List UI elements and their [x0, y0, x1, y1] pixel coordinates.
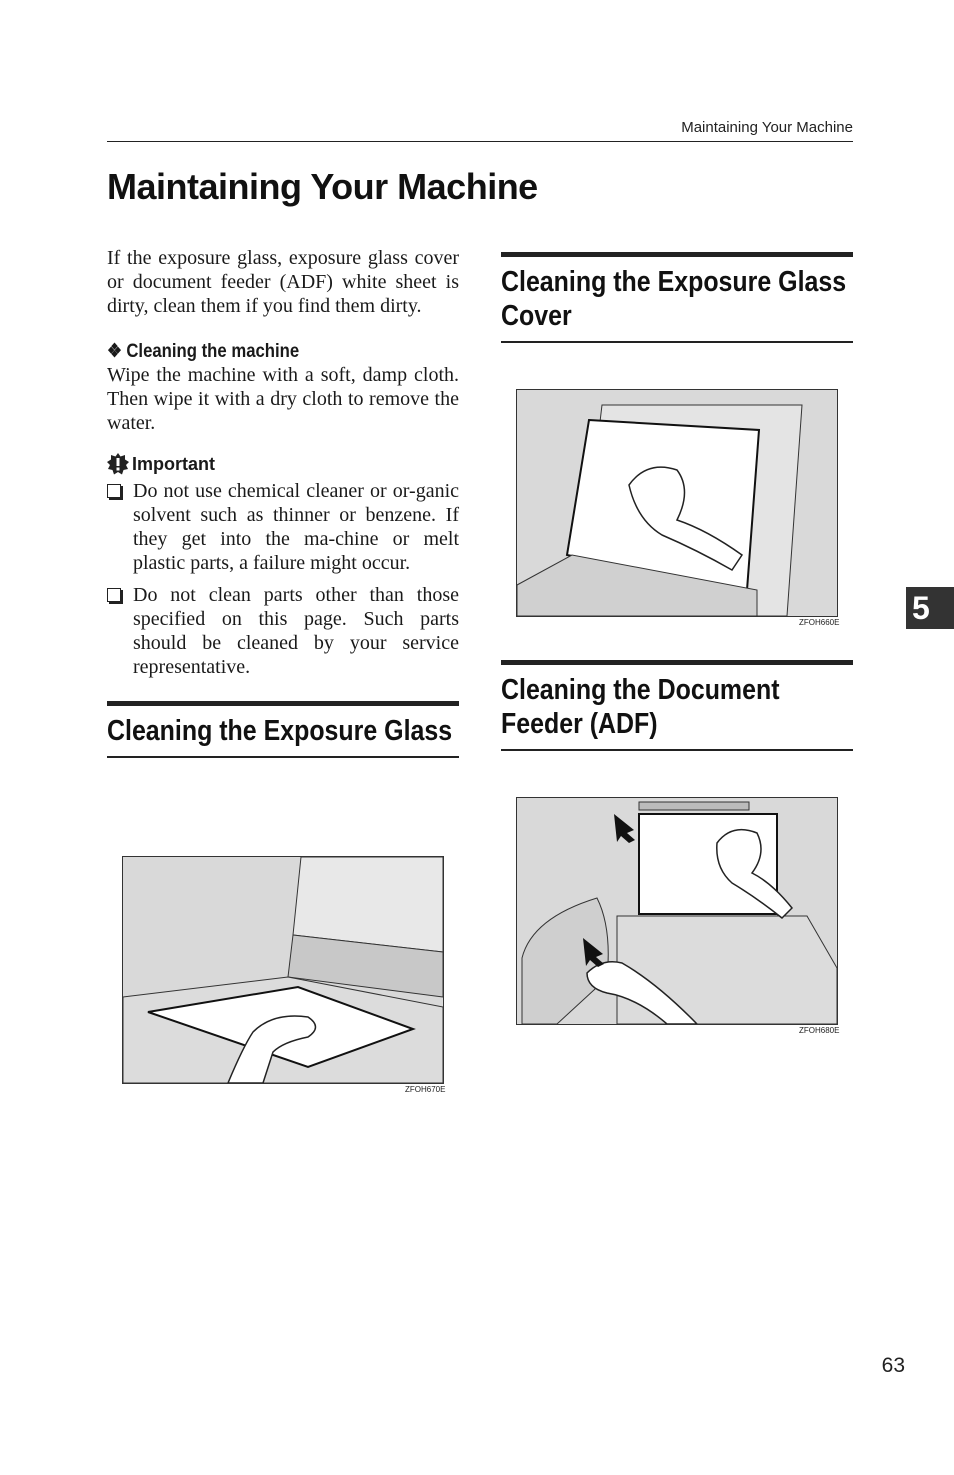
diamond-bullet-icon: ❖	[107, 341, 123, 362]
list-item: Do not use chemical cleaner or or-ganic solvent such as thinner or benzene. If they get into the ma-chine or melt plastic parts, a failure might occur.	[107, 479, 459, 575]
exposure-glass-section-heading: Cleaning the Exposure Glass	[107, 701, 459, 758]
running-header-title: Maintaining Your Machine	[681, 119, 853, 136]
adf-section-heading: Cleaning the Document Feeder (ADF)	[501, 660, 853, 751]
important-heading	[107, 453, 459, 475]
figure-code: ZFOH670E	[405, 1085, 446, 1094]
glass-cover-illustration	[516, 389, 838, 617]
important-list	[107, 479, 459, 679]
exposure-glass-illustration	[122, 856, 444, 1084]
figure-code: ZFOH680E	[799, 1026, 840, 1035]
checkbox-icon	[107, 484, 121, 498]
list-item: Do not clean parts other than those specified on this page. Such parts should be cleaned by your service representative.	[107, 583, 459, 679]
left-column	[107, 246, 459, 758]
cleaning-machine-heading: ❖ Cleaning the machine	[107, 341, 300, 362]
important-icon	[107, 453, 129, 475]
arrow-icon	[614, 814, 635, 843]
intro-paragraph: If the exposure glass, exposure glass cover or document feeder (ADF) white sheet is dirty, clean them if you find them dirty.	[107, 247, 459, 317]
running-header	[107, 119, 853, 142]
figure-code: ZFOH660E	[799, 618, 840, 627]
page-number: 63	[881, 1354, 905, 1377]
page-title: Maintaining Your Machine	[107, 166, 538, 207]
chapter-tab: 5	[906, 587, 954, 629]
cleaning-machine-text: Wipe the machine with a soft, damp cloth. Then wipe it with a dry cloth to remove the water.	[107, 364, 459, 434]
checkbox-icon	[107, 588, 121, 602]
glass-cover-section-heading: Cleaning the Exposure Glass Cover	[501, 252, 853, 343]
important-label: Important	[132, 453, 215, 474]
adf-illustration	[516, 797, 838, 1025]
